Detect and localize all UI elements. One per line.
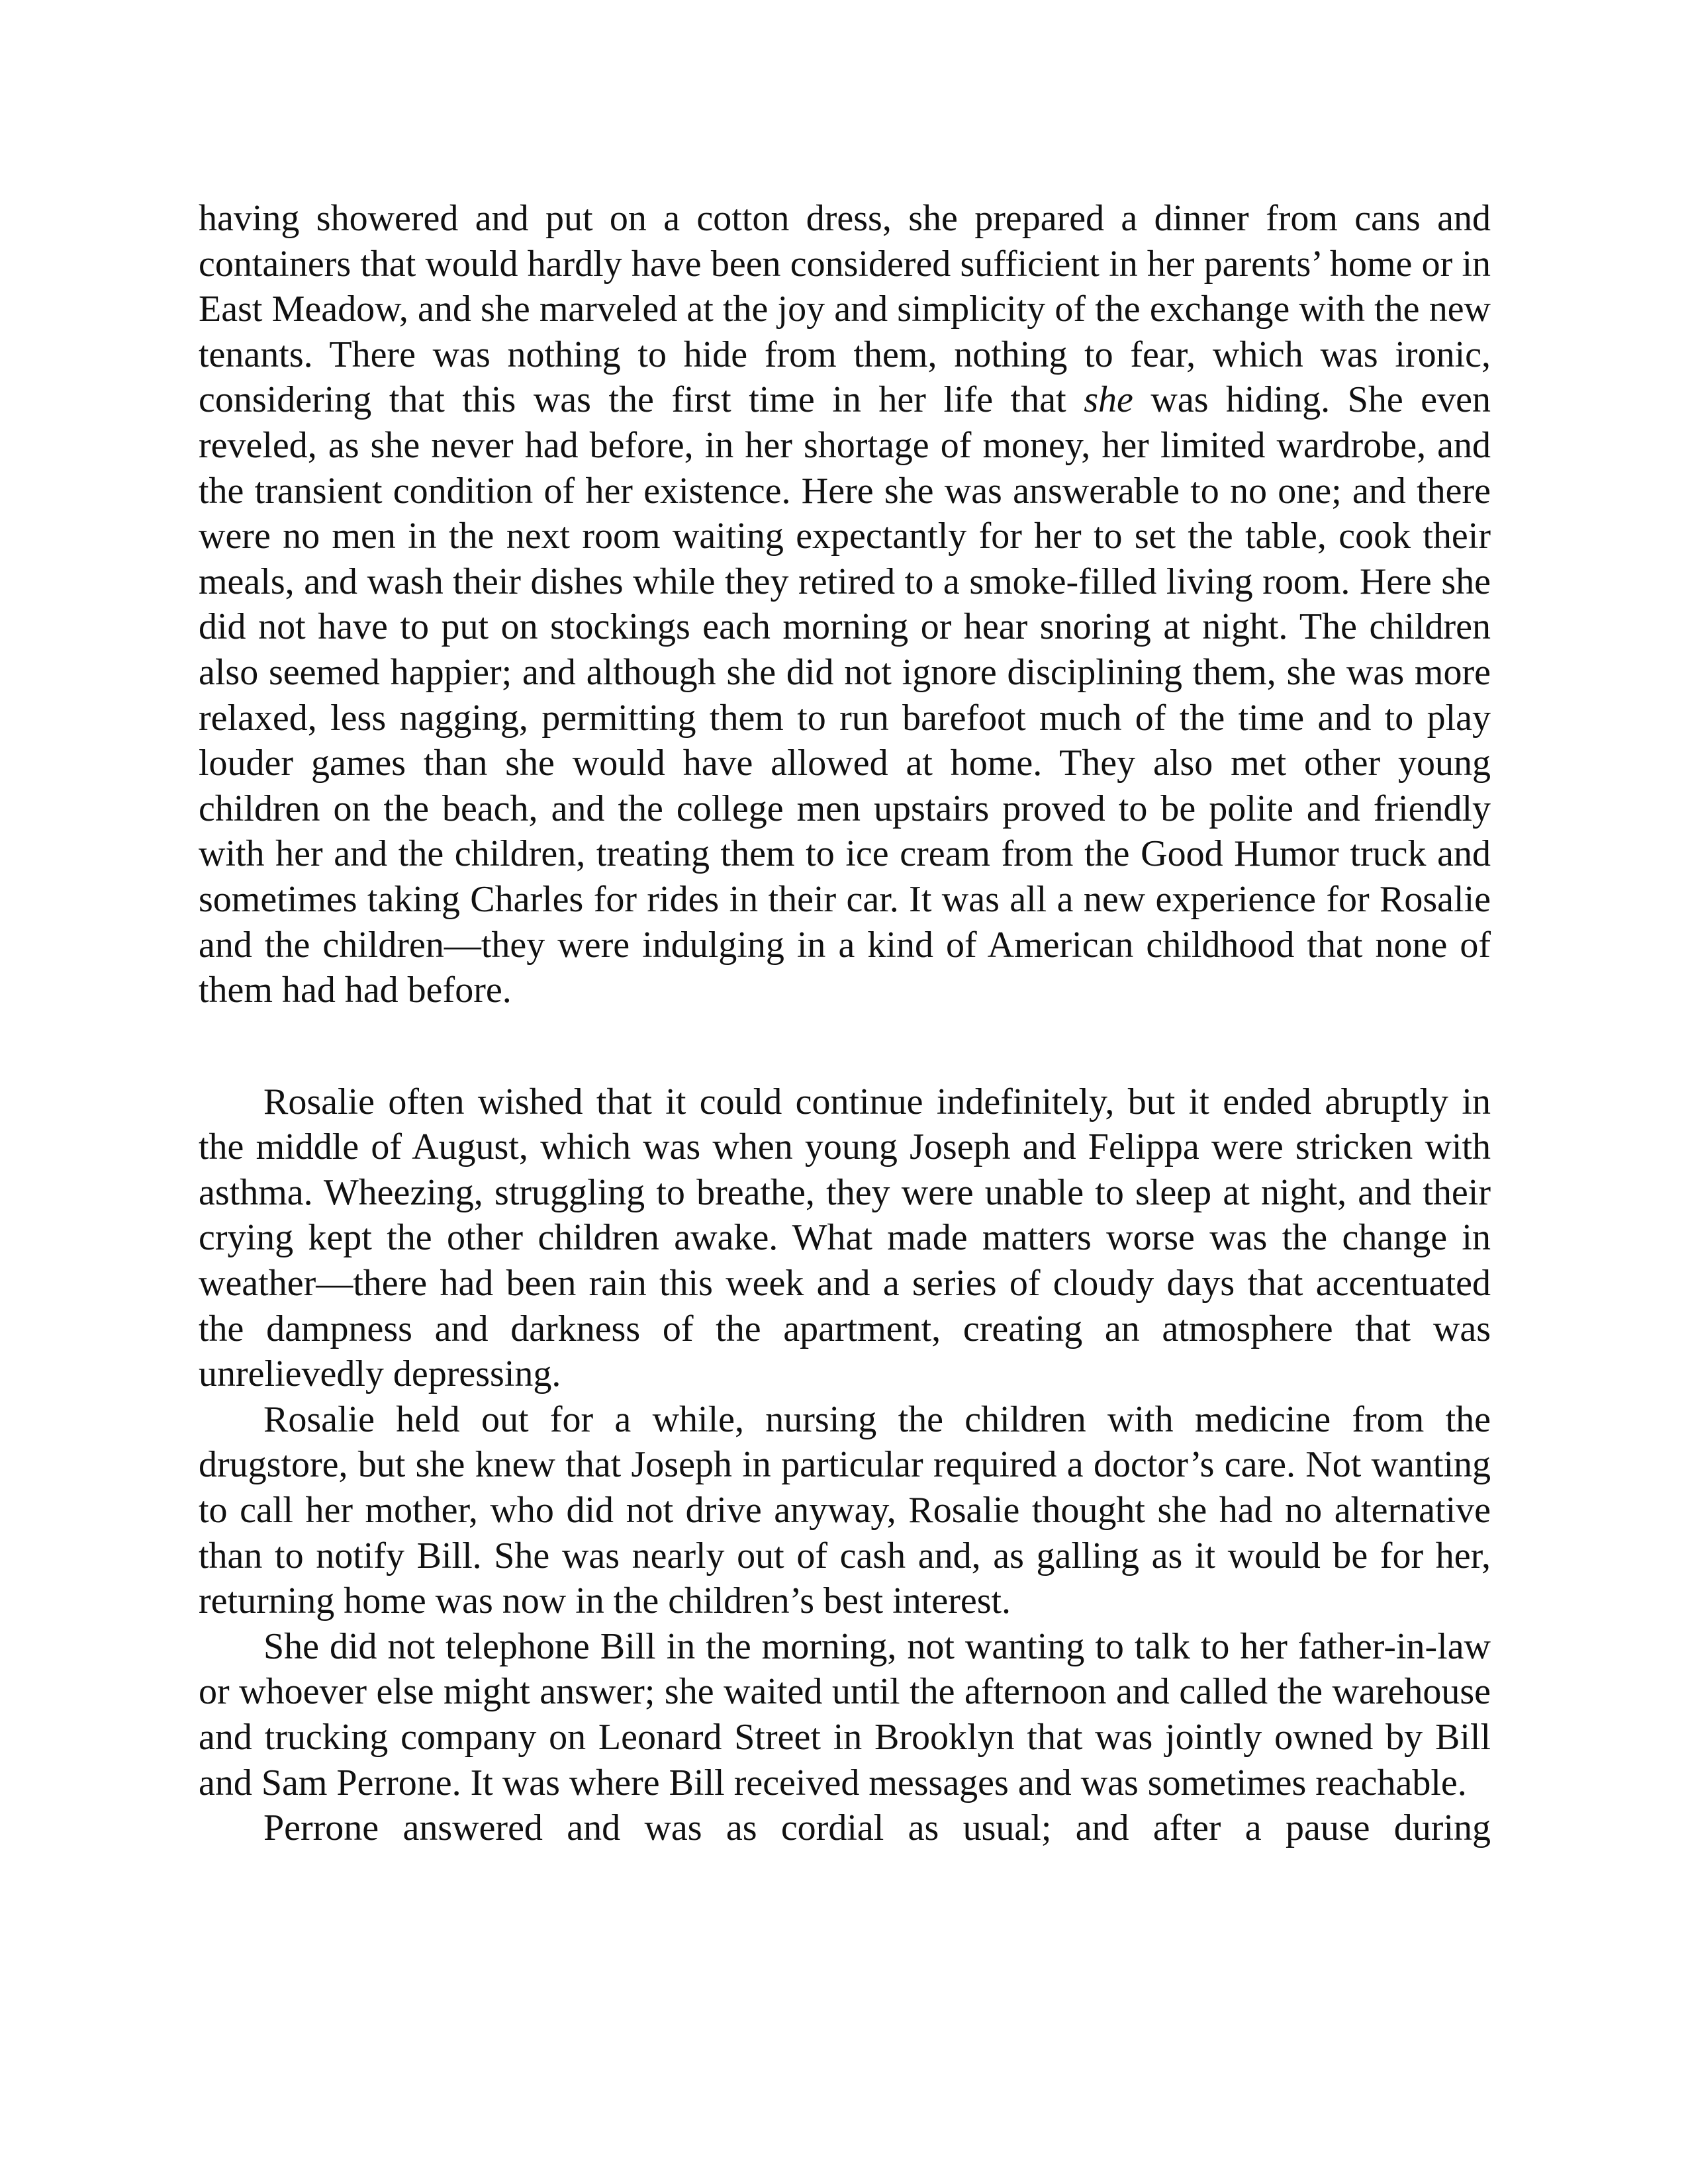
paragraph-5: Perrone answered and was as cordial as usual; and after a pause during	[263, 1807, 1491, 1849]
paragraph-4: She did not telephone Bill in the morning, not wanting to talk to her father-in-law or whoever else might answer; she waited until the afternoon and called the warehouse and trucking company on Leonard Street in Brooklyn that was jointly owned by Bill and Sam Perrone. It was where Bill received messages and was sometimes reachable.	[199, 1625, 1491, 1803]
paragraph-1-text-b: was hiding. She even reveled, as she never had before, in her shortage of money, her limited wardrobe, and the transient condition of her existence. Here she was answerable to no one; and there were no men in the next room waiting expectantly for her to set the table, cook their meals, and wash their dishes while they retired to a smoke-filled living room. Here she did not have to put on stockings each morning or hear snoring at night. The children also seemed happier; and although she did not ignore disciplining them, she was more relaxed, less nagging, permitting them to run barefoot much of the time and to play louder games than she would have allowed at home. They also met other young children on the beach, and the college men upstairs proved to be polite and friendly with her and the children, treating them to ice cream from the Good Humor truck and sometimes taking Charles for rides in their car. It was all a new experience for Rosalie and the children—they were indulging in a kind of American childhood that none of them had had before.	[199, 379, 1491, 1011]
paragraph-1	[199, 196, 1491, 1013]
section-break	[199, 1013, 1491, 1079]
paragraph-1-text-a: having showered and put on a cotton dress, she prepared a dinner from cans and containers that would hardly have been considered sufficient in her parents’ home or in East Meadow, and she marveled at the joy and simplicity of the exchange with the new tenants. There was nothing to hide from them, nothing to fear, which was ironic, considering that this was the first time in her life that	[199, 198, 1491, 421]
paragraph-3: Rosalie held out for a while, nursing the children with medicine from the drugstore, but she knew that Joseph in particular required a doctor’s care. Not wanting to call her mother, who did not drive anyway, Rosalie thought she had no alternative than to notify Bill. She was nearly out of cash and, as galling as it would be for her, returning home was now in the children’s best interest.	[199, 1398, 1491, 1622]
paragraph-2: Rosalie often wished that it could continue indefinitely, but it ended abruptly in the middle of August, which was when young Joseph and Felippa were stricken with asthma. Wheezing, struggling to breathe, they were unable to sleep at night, and their crying kept the other children awake. What made matters worse was the change in weather—there had been rain this week and a series of cloudy days that accentuated the dampness and darkness of the apartment, creating an atmosphere that was unrelievedly depressing.	[199, 1081, 1491, 1395]
paragraph-1-italic-word: she	[1084, 379, 1133, 421]
book-page	[199, 196, 1491, 1851]
